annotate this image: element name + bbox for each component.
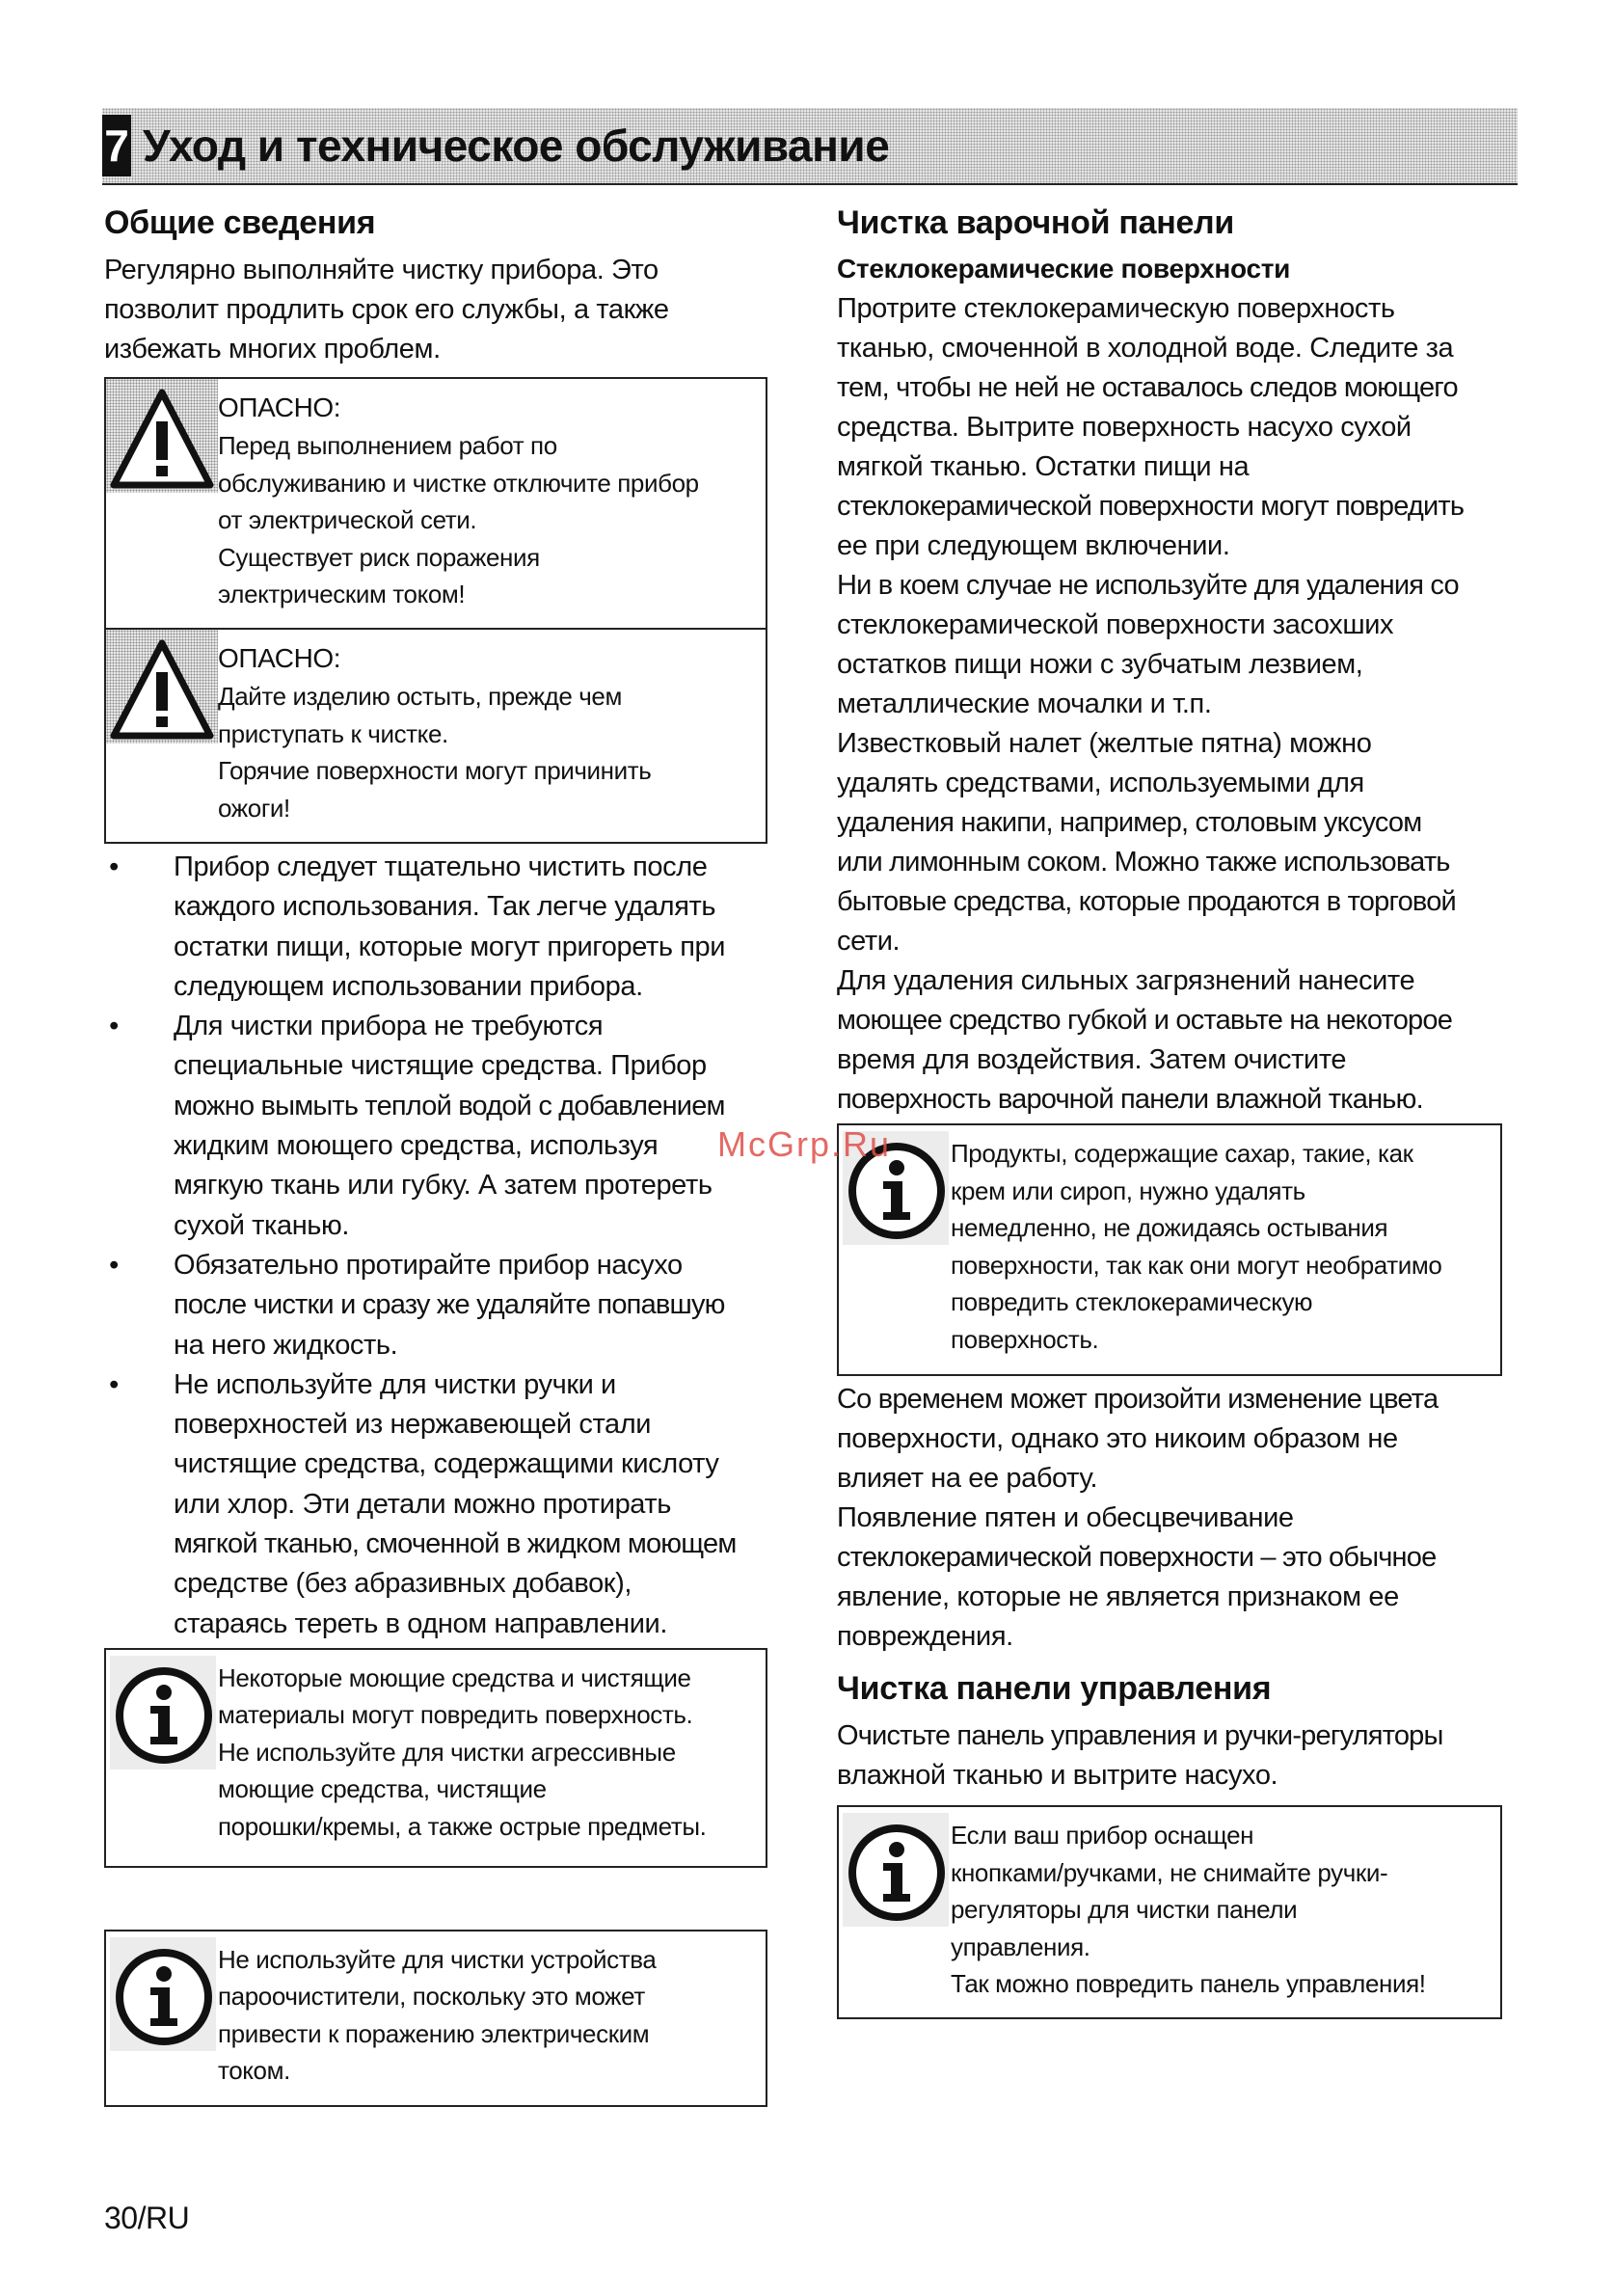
- bullet-symbol: •: [109, 851, 119, 882]
- notice-line: ожоги!: [218, 793, 290, 823]
- list-item: • Обязательно протирайте прибор насухо после чистки и сразу же удаляйте попавшую на него жидкость.: [104, 1246, 779, 1365]
- notice-line: Продукты, содержащие сахар, такие, как: [951, 1139, 1413, 1168]
- danger-title: ОПАСНО:: [218, 392, 341, 422]
- info-notice-knobs: [837, 1805, 1502, 2019]
- chapter-number: 7: [102, 115, 131, 176]
- list-item: • Прибор следует тщательно чистить после каждого использования. Так легче удалять остатки пищи, которые могут пригореть при следующем использовании прибора.: [104, 848, 779, 1007]
- notice-line: Не используйте для чистки устройства: [218, 1944, 657, 1974]
- chapter-title: Уход и техническое обслуживание: [143, 121, 890, 171]
- notice-line: немедленно, не дожидаясь остывания: [951, 1213, 1388, 1242]
- notice-line: привести к поражению электрическим: [218, 2018, 650, 2048]
- section-heading-control-panel: Чистка панели управления: [837, 1670, 1272, 1707]
- intro-line: позволит продлить срок его службы, а также: [104, 294, 669, 325]
- notice-text: [218, 1931, 766, 2105]
- intro-line: Регулярно выполняйте чистку прибора. Это: [104, 255, 659, 285]
- list-item: • Не используйте для чистки ручки и поверхностей из нержавеющей стали чистящие средства, содержащими кислоту или хлор. Эти детали можно протирать мягкой тканью, смоченной в жидком моющем средстве (без абразивных добавок), стараясь тереть в одном направлении.: [104, 1365, 779, 1644]
- info-notice-steam: [104, 1930, 767, 2107]
- page-number: 30/RU: [104, 2201, 190, 2235]
- notice-line: повредить стеклокерамическую: [951, 1287, 1313, 1316]
- notice-line: поверхность.: [951, 1324, 1099, 1354]
- notice-line: от электрической сети.: [218, 505, 477, 534]
- subheading-glass-ceramic: Стеклокерамические поверхности: [837, 254, 1291, 284]
- danger-notice-hot: [104, 628, 767, 844]
- warning-triangle-icon: [106, 630, 218, 743]
- notice-text: [951, 1125, 1500, 1374]
- notice-line: Дайте изделию остыть, прежде чем: [218, 682, 622, 711]
- bullet-symbol: •: [109, 1011, 119, 1042]
- info-icon: [110, 1656, 216, 1769]
- notice-text: [218, 1650, 766, 1866]
- notice-line: управления.: [951, 1931, 1090, 1961]
- right-column: [837, 201, 1512, 2019]
- notice-line: крем или сироп, нужно удалять: [951, 1175, 1305, 1205]
- notice-line: поверхности, так как они могут необратимо: [951, 1250, 1442, 1280]
- notice-line: Горячие поверхности могут причинить: [218, 756, 652, 785]
- notice-line: Существует риск поражения: [218, 542, 540, 572]
- notice-line: регуляторы для чистки панели: [951, 1895, 1298, 1924]
- left-column: [104, 201, 779, 2107]
- chapter-title-bar: [102, 108, 1518, 185]
- notice-line: обслуживанию и чистке отключите прибор: [218, 468, 699, 498]
- notice-line: Если ваш прибор оснащен: [951, 1821, 1254, 1850]
- info-notice-detergents: [104, 1648, 767, 1868]
- notice-line: Так можно повредить панель управления!: [951, 1969, 1426, 1998]
- discoloration-paragraph: Со временем может произойти изменение цвета поверхности, однако это никоим образом не влияет на ее работу. Появление пятен и обесцвечивание стеклокерамической поверхности – это обычное явление, которые не является признаком ее повреждения.: [837, 1384, 1439, 1652]
- info-icon: [110, 1937, 216, 2051]
- cleaning-bullet-list: [104, 848, 779, 1644]
- notice-line: Не используйте для чистки агрессивные: [218, 1737, 676, 1767]
- intro-paragraph: [104, 251, 779, 369]
- notice-line: приступать к чистке.: [218, 718, 448, 748]
- notice-line: порошки/кремы, а также острые предметы.: [218, 1811, 707, 1841]
- notice-text: [218, 379, 766, 628]
- notice-line: электрическим током!: [218, 580, 466, 608]
- notice-line: материалы могут повредить поверхность.: [218, 1700, 693, 1730]
- intro-line: избежать многих проблем.: [104, 334, 441, 365]
- notice-line: Некоторые моющие средства и чистящие: [218, 1662, 691, 1692]
- list-item: • Для чистки прибора не требуются специальные чистящие средства. Прибор можно вымыть теплой водой с добавлением жидким моющего средства, используя мягкую ткань или губку. А затем протереть сухой тканью.: [104, 1007, 779, 1246]
- notice-text: [218, 630, 766, 842]
- notice-line: кнопками/ручками, не снимайте ручки-: [951, 1857, 1388, 1887]
- watermark-text: McGrp.Ru: [717, 1124, 892, 1164]
- section-heading-hob: Чистка варочной панели: [837, 204, 1234, 241]
- notice-text: [951, 1807, 1500, 2017]
- danger-notice-electric: [104, 377, 767, 630]
- bullet-symbol: •: [109, 1368, 119, 1400]
- notice-line: моющие средства, чистящие: [218, 1774, 547, 1804]
- info-notice-sugar: [837, 1123, 1502, 1376]
- danger-title: ОПАСНО:: [218, 643, 341, 673]
- notice-line: Перед выполнением работ по: [218, 431, 557, 460]
- control-panel-paragraph: Очистьте панель управления и ручки-регуляторы влажной тканью и вытрите насухо.: [837, 1720, 1443, 1791]
- info-icon: [843, 1813, 949, 1927]
- bullet-symbol: •: [109, 1249, 119, 1281]
- notice-line: током.: [218, 2056, 290, 2086]
- warning-triangle-icon: [106, 379, 218, 493]
- notice-line: пароочистители, поскольку это может: [218, 1982, 645, 2012]
- section-heading-general: Общие сведения: [104, 204, 376, 241]
- hob-cleaning-paragraph: Протрите стеклокерамическую поверхность тканью, смоченной в холодной воде. Следите за тем, чтобы не ней не оставалось следов моющего средства. Вытрите поверхность насухо сухой мягкой тканью. Остатки пищи на стеклокерамической поверхности могут повредить ее при следующем включении. Ни в коем случае не используйте для удаления со стеклокерамической поверхности засохших остатков пищи ножи с зубчатым лезвием, металлические мочалки и т.п. Известковый налет (желтые пятна) можно удалять средствами, используемыми для удаления накипи, например, столовым уксусом или лимонным соком. Можно также использовать бытовые средства, которые продаются в торговой сети. Для удаления сильных загрязнений нанесите моющее средство губкой и оставьте на некоторое время для воздействия. Затем очистите поверхность варочной панели влажной тканью.: [837, 293, 1465, 1115]
